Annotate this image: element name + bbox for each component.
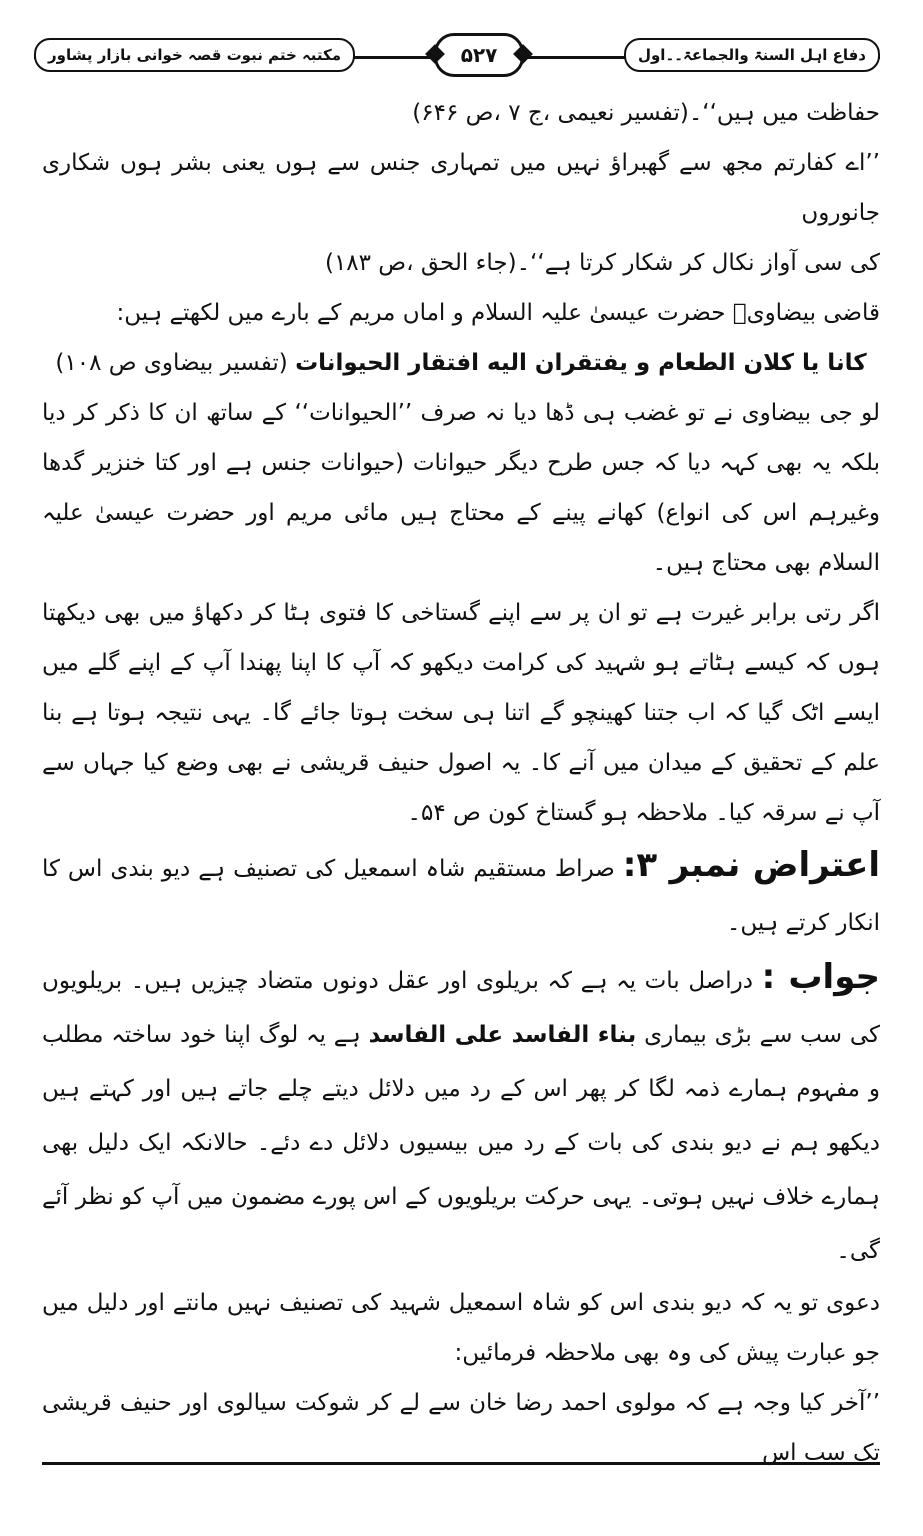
- text-line: حفاظت میں ہیں‘‘۔(تفسیر نعیمی ،ج ۷ ،ص ۶۴۶): [412, 100, 880, 126]
- answer-label: جواب :: [761, 957, 881, 997]
- arabic-quote: [42, 338, 880, 388]
- text-line: کی سی آواز نکال کر شکار کرتا ہے‘‘۔(جاء الحق ،ص ۱۸۳): [324, 250, 880, 276]
- page-header: [34, 30, 880, 78]
- arabic-quote-text: کانا یا کلان الطعام و یفتقران الیه افتقار الحیوانات: [295, 350, 867, 376]
- book-title: دفاع اہل السنۃ والجماعۃ۔۔اول: [624, 38, 880, 72]
- paragraph: ’’آخر کیا وجہ ہے کہ مولوی احمد رضا خان سے لے کر شوکت سیالوی اور حنیف قریشی تک سب اس: [42, 1390, 880, 1466]
- publisher-name: مکتبہ ختم نبوت قصہ خوانی بازار پشاور: [34, 38, 355, 72]
- arabic-quote-reference: (تفسیر بیضاوی ص ۱۰۸): [55, 350, 288, 376]
- text-line: قاضی بیضاویؒ حضرت عیسیٰ علیہ السلام و اماں مریم کے بارے میں لکھتے ہیں:: [116, 300, 880, 326]
- answer-text: دراصل بات یہ ہے کہ بریلوی اور عقل دونوں متضاد چیزیں ہیں۔ بریلویوں کی سب سے بڑی بیماری: [42, 968, 880, 1048]
- answer-bold-phrase: بناء الفاسد علی الفاسد: [368, 1022, 637, 1048]
- answer-paragraph: [42, 950, 880, 1278]
- answer-text-continued: ہے یہ لوگ اپنا خود ساختہ مطلب و مفہوم ہمارے ذمہ لگا کر پھر اس کے رد میں دلائل دیتے چلے جاتے ہیں اور کہتے ہیں دیکھو ہم نے دیو بندی کی بات کے رد میں بیسیوں دلائل دے دئے۔ حالانکہ ایک دلیل بھی ہمارے خلاف نہیں ہوتی۔ یہی حرکت بریلویوں کے اس پورے مضمون میں آپ کو نظر آئے گی۔: [42, 1022, 880, 1264]
- paragraph: لو جی بیضاوی نے تو غضب ہی ڈھا دیا نہ صرف ’’الحیوانات‘‘ کے ساتھ ان کا ذکر کر دیا بلکہ یہ بھی کہہ دیا کہ جس طرح دیگر حیوانات (حیوانات جنس ہے اور کتا خنزیر گدھا وغیرہم اس کی انواع) کھانے پینے کے محتاج ہیں مائی مریم اور حضرت عیسیٰ علیہ السلام بھی محتاج ہیں۔: [42, 400, 880, 576]
- page-number: ۵۲۷: [434, 33, 524, 77]
- objection-label: اعتراض نمبر ۳:: [622, 845, 881, 885]
- footer-rule: [42, 1462, 880, 1465]
- paragraph: دعوی تو یہ کہ دیو بندی اس کو شاہ اسمعیل شہید کی تصنیف نہیں مانتے اور دلیل میں جو عبارت پیش کی وہ بھی ملاحظہ فرمائیں:: [42, 1290, 880, 1366]
- paragraph: اگر رتی برابر غیرت ہے تو ان پر سے اپنے گستاخی کا فتوی ہٹا کر دکھاؤ میں بھی دیکھتا ہوں کہ کیسے ہٹاتے ہو شہید کی کرامت دیکھو کہ آپ کا اپنا پھندا آپ کے اپنے گلے میں ایسے اٹک گیا کہ اب جتنا کھینچو گے اتنا ہی سخت ہوتا جائے گا۔ یہی نتیجہ ہوتا ہے بنا علم کے تحقیق کے میدان میں آنے کا۔ یہ اصول حنیف قریشی نے بھی وضع کیا جہاں سے آپ نے سرقہ کیا۔ ملاحظہ ہو گستاخ کون ص ۵۴۔: [42, 600, 880, 826]
- text-line: ’’اے کفارتم مجھ سے گھبراؤ نہیں میں تمہاری جنس سے ہوں یعنی بشر ہوں شکاری جانوروں: [42, 150, 880, 226]
- page-body: [42, 88, 880, 1478]
- objection-paragraph: [42, 838, 880, 950]
- objection-text: صراط مستقیم شاہ اسمعیل کی تصنیف ہے دیو بندی اس کا انکار کرتے ہیں۔: [42, 856, 880, 936]
